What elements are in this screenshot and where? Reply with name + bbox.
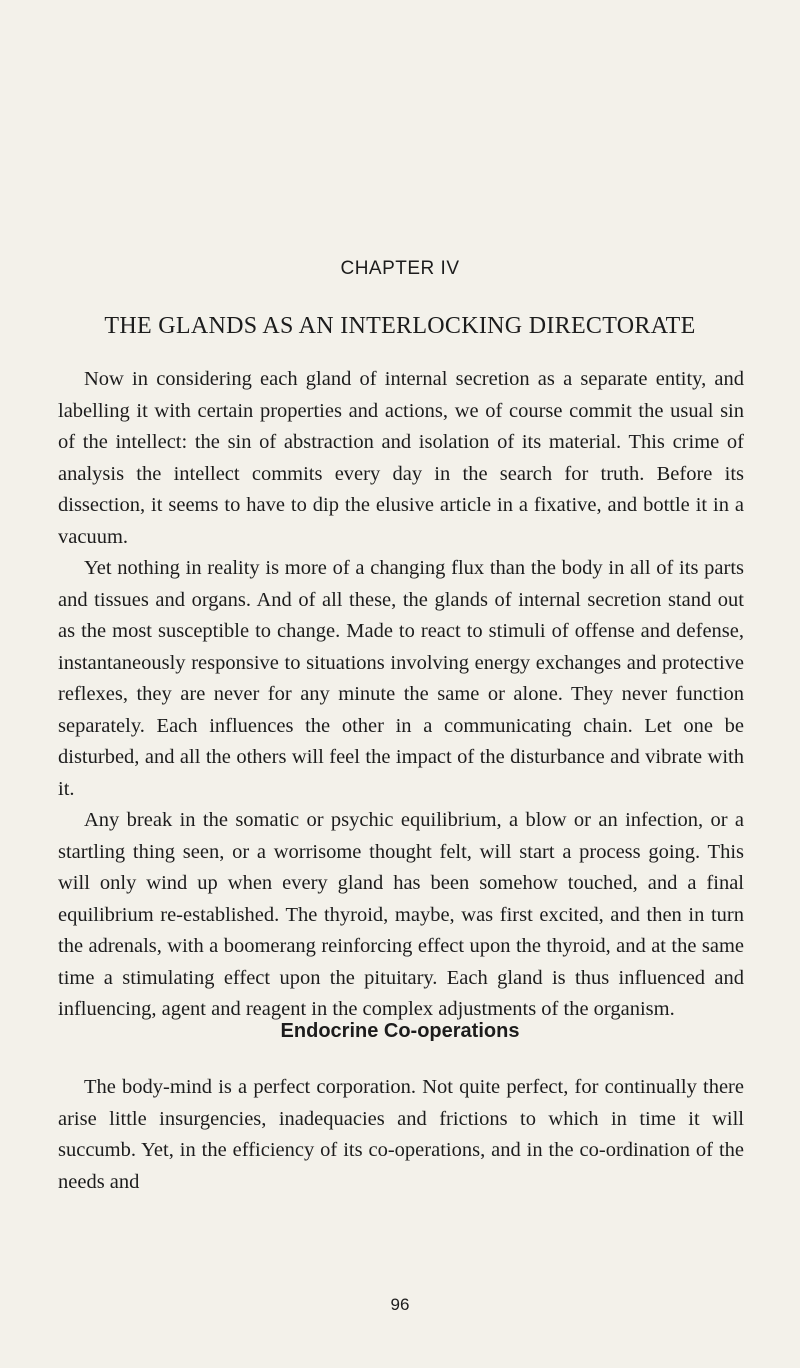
paragraph: Yet nothing in reality is more of a changing flux than the body in all of its parts and tissues and organs. And of all these, the glands of internal secretion stand out as the most susceptible to change. Made to react to stimuli of offense and defense, instantaneously responsive to situations involving energy exchanges and protective reflexes, they are never for any minute the same or alone. They never function separately. Each influences the other in a communicating chain. Let one be disturbed, and all the others will feel the impact of the disturbance and vibrate with it. xyxy=(58,557,744,800)
chapter-title: THE GLANDS AS AN INTERLOCKING DIRECTORATE xyxy=(104,313,696,339)
section-heading: Endocrine Co-operations xyxy=(280,1020,520,1042)
chapter-body xyxy=(58,364,744,1026)
paragraph: Now in considering each gland of internal secretion as a separate entity, and labelling it with certain properties and actions, we of course commit the usual sin of the intellect: the sin of abstraction and isolation of its material. This crime of analysis the intellect commits every day in the search for truth. Before its dissection, it seems to have to dip the elusive article in a fixative, and bottle it in a vacuum. xyxy=(58,368,744,548)
paragraph: Any break in the somatic or psychic equilibrium, a blow or an infection, or a startling thing seen, or a worrisome thought felt, will start a process going. This will only wind up when every gland has been somehow touched, and a final equilibrium re-established. The thyroid, maybe, was first excited, and then in turn the adrenals, with a boomerang reinforcing effect upon the thyroid, and at the same time a stimulating effect upon the pituitary. Each gland is thus influenced and influencing, agent and reagent in the complex adjustments of the organism. xyxy=(58,809,744,1020)
paragraph: The body-mind is a perfect corporation. Not quite perfect, for continually there arise little insurgencies, inadequacies and frictions to which in time it will succumb. Yet, in the efficiency of its co-operations, and in the co-ordination of the needs and xyxy=(58,1076,744,1193)
section-body xyxy=(58,1072,744,1198)
chapter-label: CHAPTER IV xyxy=(340,258,460,279)
page-number: 96 xyxy=(390,1295,410,1314)
